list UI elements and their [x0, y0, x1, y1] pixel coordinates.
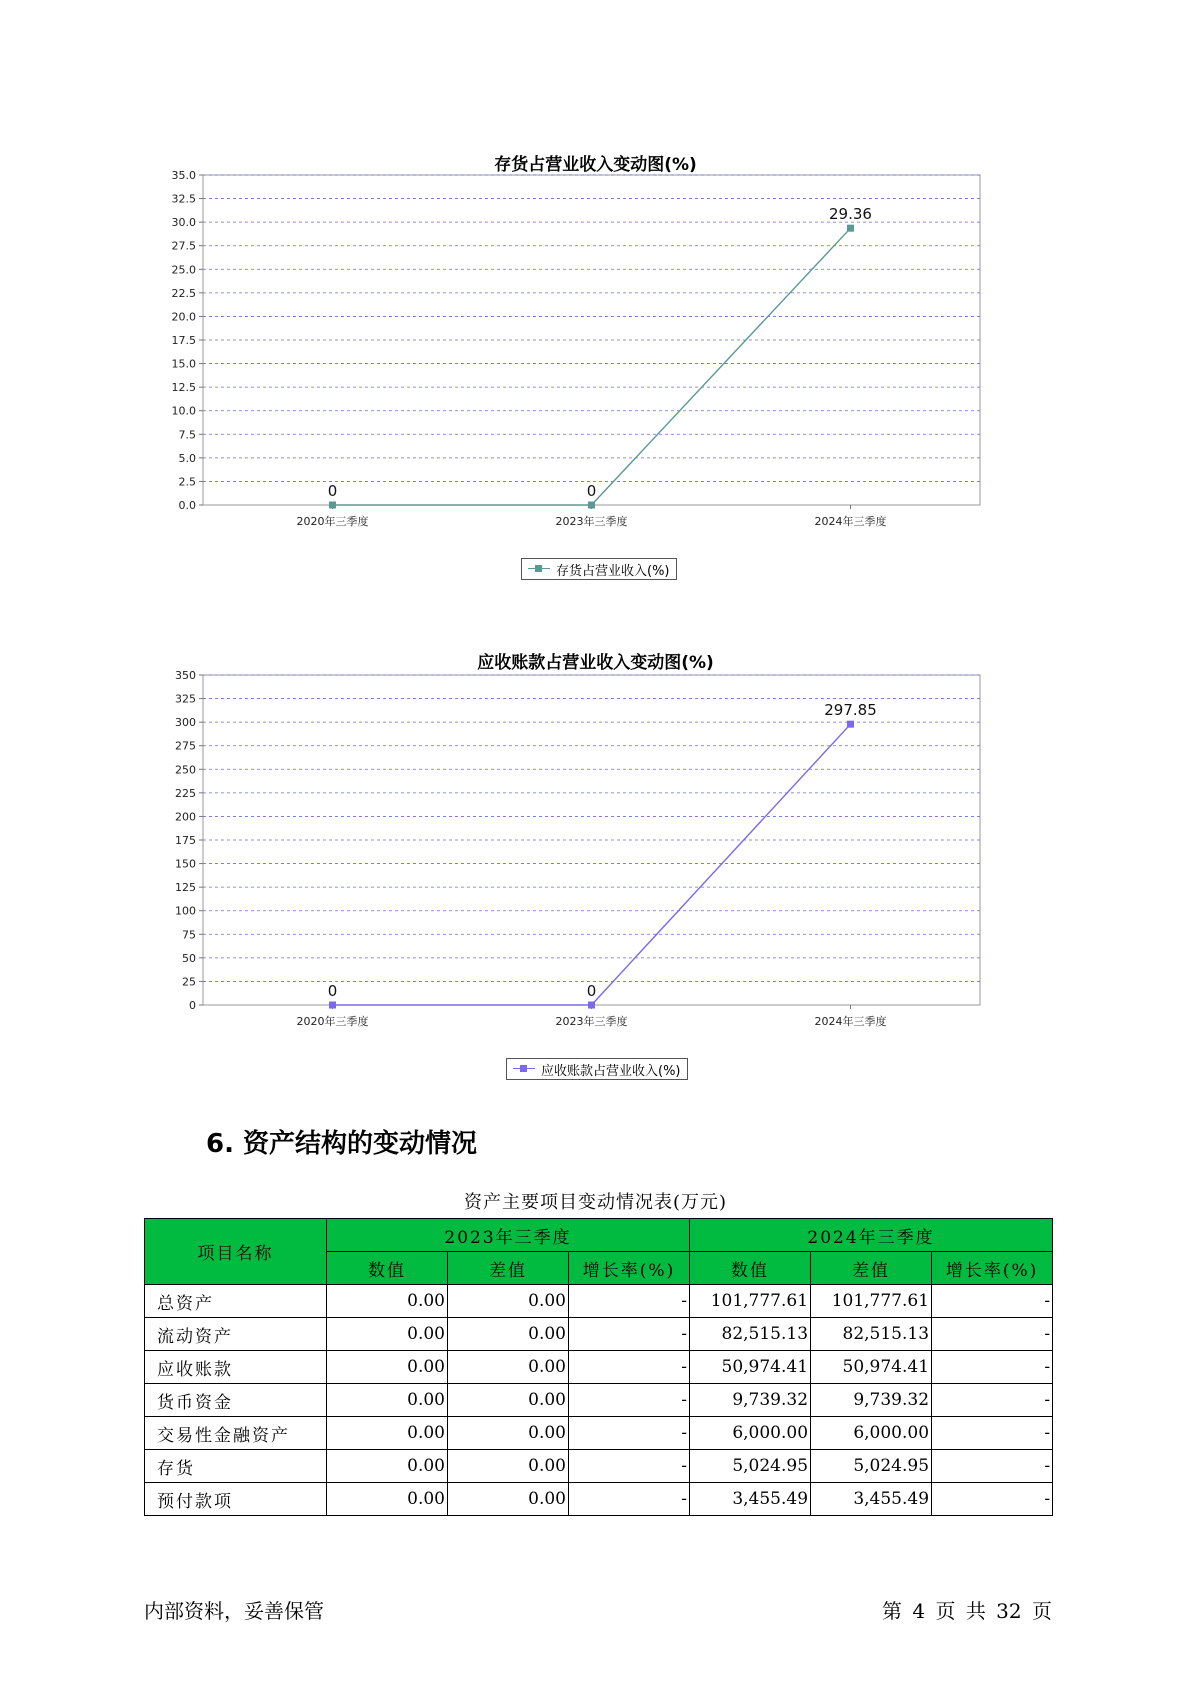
footer-page-number: 第 4 页 共 32 页 — [882, 1599, 1052, 1623]
cell-growth-2023: - — [569, 1483, 690, 1516]
y-tick-label: 25.0 — [171, 263, 196, 277]
header-growth: 增长率(%) — [569, 1252, 690, 1285]
y-tick-label: 75 — [182, 928, 196, 942]
header-item-name: 项目名称 — [145, 1219, 327, 1285]
row-item-name: 总资产 — [145, 1285, 327, 1318]
y-tick-label: 225 — [175, 786, 196, 800]
cell-value-2024: 3,455.49 — [690, 1483, 811, 1516]
chart-title-inventory: 存货占营业收入变动图(%) — [494, 155, 697, 175]
cell-value-2024: 5,024.95 — [690, 1450, 811, 1483]
cell-diff-2023: 0.00 — [448, 1450, 569, 1483]
legend-label: 存货占营业收入(%) — [556, 563, 670, 579]
data-point — [588, 1002, 595, 1009]
footer-confidential-note: 内部资料，妥善保管 — [144, 1599, 324, 1623]
header-value: 数值 — [327, 1252, 448, 1285]
cell-value-2024: 6,000.00 — [690, 1417, 811, 1450]
table-header-row — [145, 1219, 1053, 1252]
y-tick-label: 0.0 — [178, 499, 196, 512]
x-tick-label: 2024年三季度 — [814, 515, 887, 528]
asset-change-table — [144, 1218, 1053, 1516]
table-row — [145, 1450, 1053, 1483]
x-tick-label: 2024年三季度 — [814, 1015, 887, 1028]
data-label: 0 — [327, 482, 338, 500]
cell-diff-2023: 0.00 — [448, 1285, 569, 1318]
cell-value-2023: 0.00 — [327, 1384, 448, 1417]
cell-diff-2024: 9,739.32 — [811, 1384, 932, 1417]
y-tick-label: 275 — [175, 739, 196, 753]
row-item-name: 流动资产 — [145, 1318, 327, 1351]
cell-growth-2023: - — [569, 1351, 690, 1384]
data-point — [329, 1002, 336, 1009]
table-row — [145, 1318, 1053, 1351]
header-value: 数值 — [690, 1252, 811, 1285]
y-tick-label: 50 — [182, 951, 196, 965]
cell-diff-2024: 5,024.95 — [811, 1450, 932, 1483]
y-tick-label: 15.0 — [171, 357, 196, 371]
header-period-2023: 2023年三季度 — [327, 1219, 690, 1252]
cell-growth-2024: - — [932, 1285, 1053, 1318]
legend-marker-icon — [513, 1064, 535, 1074]
cell-diff-2023: 0.00 — [448, 1318, 569, 1351]
data-point — [847, 721, 854, 728]
y-tick-label: 200 — [175, 810, 196, 824]
x-tick-label: 2023年三季度 — [555, 515, 628, 528]
cell-value-2023: 0.00 — [327, 1450, 448, 1483]
y-tick-label: 17.5 — [171, 334, 196, 347]
header-period-2024: 2024年三季度 — [690, 1219, 1053, 1252]
x-tick-label: 2020年三季度 — [296, 1015, 369, 1028]
data-label: 29.36 — [829, 205, 872, 224]
cell-growth-2023: - — [569, 1417, 690, 1450]
legend-inventory — [521, 558, 677, 580]
cell-diff-2024: 82,515.13 — [811, 1318, 932, 1351]
y-tick-label: 32.5 — [171, 192, 196, 206]
cell-value-2023: 0.00 — [327, 1285, 448, 1318]
cell-diff-2023: 0.00 — [448, 1417, 569, 1450]
y-tick-label: 35.0 — [171, 170, 196, 182]
data-label: 0 — [327, 982, 338, 1000]
cell-value-2024: 101,777.61 — [690, 1285, 811, 1318]
data-point — [588, 502, 595, 509]
cell-value-2024: 9,739.32 — [690, 1384, 811, 1417]
y-tick-label: 7.5 — [178, 428, 196, 442]
receivables-ratio-chart — [0, 670, 1191, 1050]
cell-growth-2024: - — [932, 1351, 1053, 1384]
table-caption: 资产主要项目变动情况表(万元) — [463, 1192, 728, 1213]
cell-value-2024: 50,974.41 — [690, 1351, 811, 1384]
y-tick-label: 150 — [175, 857, 196, 871]
cell-growth-2023: - — [569, 1285, 690, 1318]
header-growth: 增长率(%) — [932, 1252, 1053, 1285]
y-tick-label: 175 — [175, 834, 196, 847]
cell-value-2023: 0.00 — [327, 1417, 448, 1450]
cell-growth-2023: - — [569, 1450, 690, 1483]
table-row — [145, 1351, 1053, 1384]
cell-growth-2024: - — [932, 1318, 1053, 1351]
cell-growth-2024: - — [932, 1417, 1053, 1450]
data-point — [329, 502, 336, 509]
y-tick-label: 25 — [182, 975, 196, 989]
y-tick-label: 100 — [175, 904, 196, 918]
y-tick-label: 22.5 — [171, 286, 196, 300]
cell-value-2023: 0.00 — [327, 1483, 448, 1516]
y-tick-label: 300 — [175, 716, 196, 730]
section-heading: 6. 资产结构的变动情况 — [206, 1129, 478, 1159]
chart-title-receivables: 应收账款占营业收入变动图(%) — [477, 653, 714, 673]
cell-diff-2023: 0.00 — [448, 1384, 569, 1417]
row-item-name: 交易性金融资产 — [145, 1417, 327, 1450]
cell-value-2023: 0.00 — [327, 1351, 448, 1384]
table-row — [145, 1417, 1053, 1450]
y-tick-label: 250 — [175, 763, 196, 777]
y-tick-label: 0 — [189, 999, 196, 1012]
inventory-ratio-chart — [0, 170, 1191, 550]
cell-diff-2023: 0.00 — [448, 1351, 569, 1384]
cell-growth-2023: - — [569, 1318, 690, 1351]
y-tick-label: 20.0 — [171, 310, 196, 324]
legend-label: 应收账款占营业收入(%) — [541, 1063, 681, 1079]
data-label: 0 — [586, 482, 597, 500]
cell-growth-2024: - — [932, 1483, 1053, 1516]
y-tick-label: 125 — [175, 881, 196, 895]
x-tick-label: 2020年三季度 — [296, 515, 369, 528]
row-item-name: 存货 — [145, 1450, 327, 1483]
row-item-name: 预付款项 — [145, 1483, 327, 1516]
cell-diff-2024: 101,777.61 — [811, 1285, 932, 1318]
table-row — [145, 1384, 1053, 1417]
cell-growth-2023: - — [569, 1384, 690, 1417]
y-tick-label: 2.5 — [178, 475, 196, 489]
y-tick-label: 10.0 — [171, 404, 196, 418]
y-tick-label: 350 — [175, 670, 196, 682]
legend-receivables — [506, 1058, 688, 1080]
cell-diff-2023: 0.00 — [448, 1483, 569, 1516]
y-tick-label: 5.0 — [178, 451, 196, 465]
y-tick-label: 12.5 — [171, 381, 196, 395]
cell-value-2023: 0.00 — [327, 1318, 448, 1351]
row-item-name: 应收账款 — [145, 1351, 327, 1384]
cell-diff-2024: 3,455.49 — [811, 1483, 932, 1516]
y-tick-label: 30.0 — [171, 216, 196, 230]
data-point — [847, 225, 854, 232]
cell-diff-2024: 6,000.00 — [811, 1417, 932, 1450]
header-diff: 差值 — [448, 1252, 569, 1285]
cell-growth-2024: - — [932, 1384, 1053, 1417]
data-label: 297.85 — [824, 701, 877, 720]
cell-value-2024: 82,515.13 — [690, 1318, 811, 1351]
cell-growth-2024: - — [932, 1450, 1053, 1483]
data-label: 0 — [586, 982, 597, 1000]
y-tick-label: 27.5 — [171, 239, 196, 253]
row-item-name: 货币资金 — [145, 1384, 327, 1417]
y-tick-label: 325 — [175, 692, 196, 706]
table-row — [145, 1483, 1053, 1516]
legend-marker-icon — [528, 564, 550, 574]
cell-diff-2024: 50,974.41 — [811, 1351, 932, 1384]
x-tick-label: 2023年三季度 — [555, 1015, 628, 1028]
table-row — [145, 1285, 1053, 1318]
header-diff: 差值 — [811, 1252, 932, 1285]
